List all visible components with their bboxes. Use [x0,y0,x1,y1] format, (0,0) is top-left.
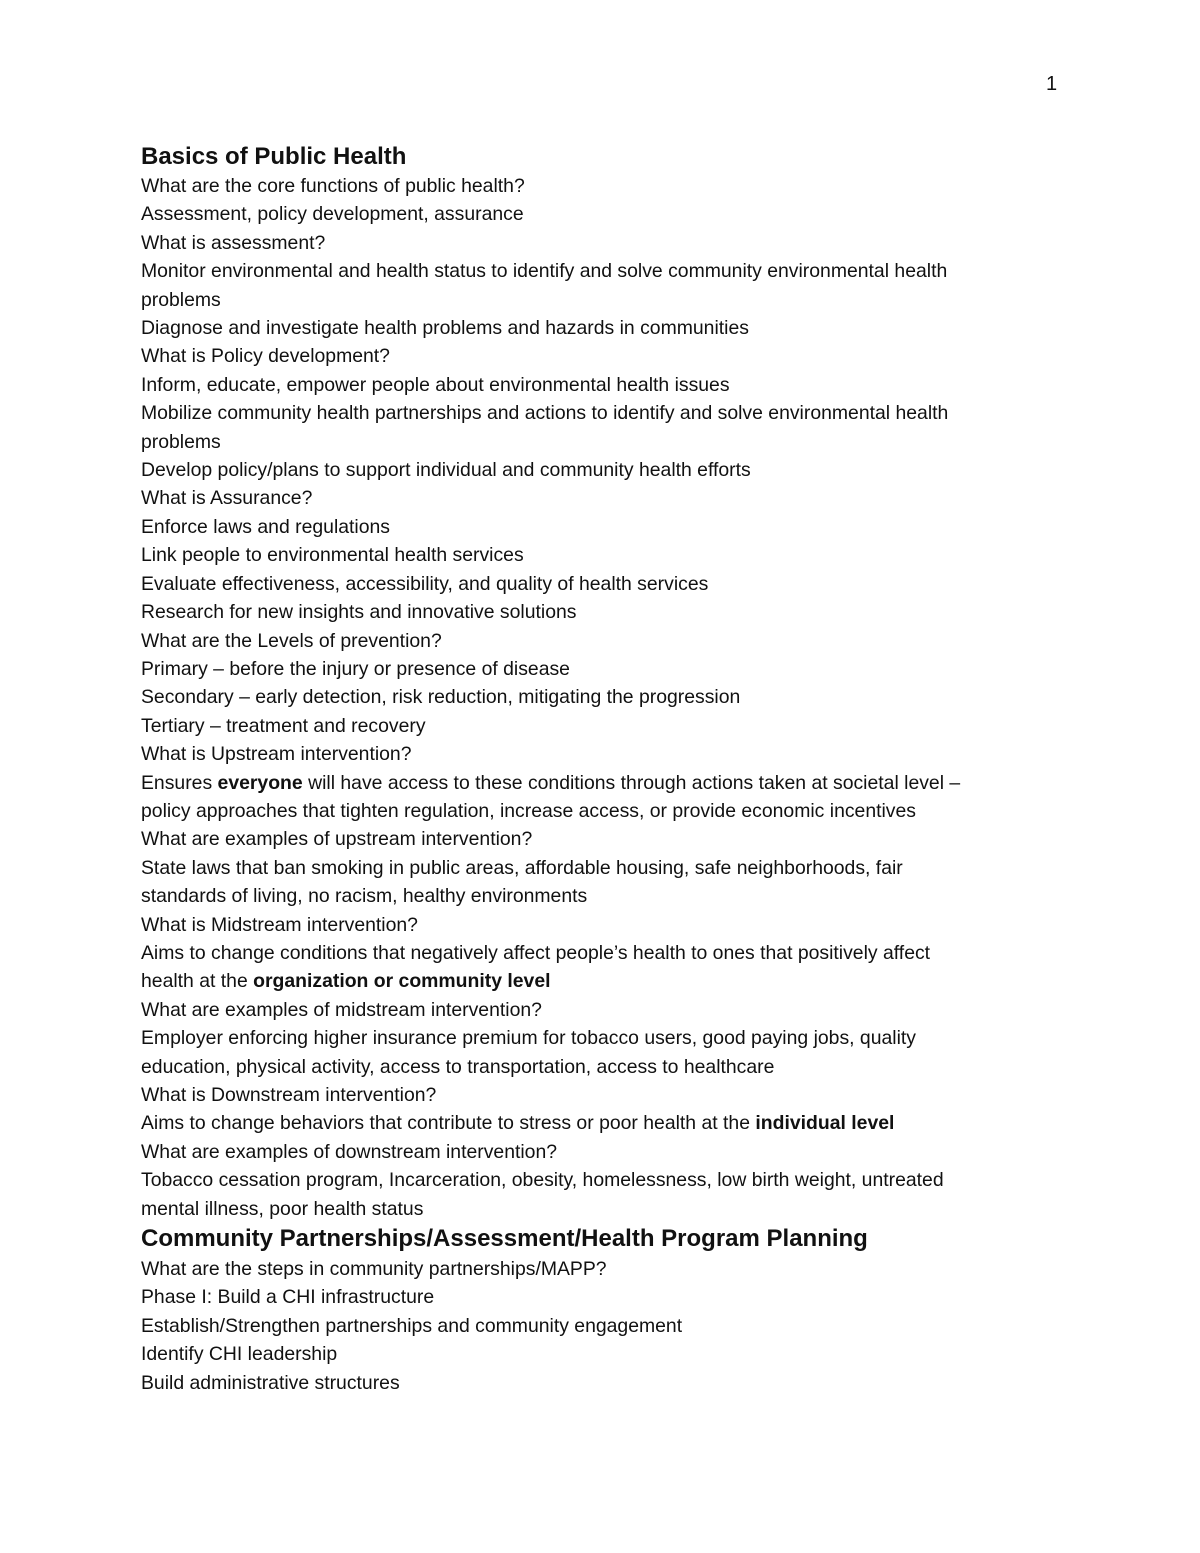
text-line: What are examples of upstream intervention? [141,828,533,851]
text-line: problems [141,288,221,311]
text-line: problems [141,430,221,453]
text-line: education, physical activity, access to transportation, access to healthcare [141,1055,775,1078]
text-line: Monitor environmental and health status to identify and solve community environmental health [141,260,948,283]
text-line: Tertiary – treatment and recovery [141,714,426,737]
text-line: What is Policy development? [141,345,390,368]
text-line: Research for new insights and innovative solutions [141,601,577,624]
section-heading: Community Partnerships/Assessment/Health Program Planning [141,1225,868,1253]
page-number: 1 [1046,73,1058,95]
text-line: Diagnose and investigate health problems and hazards in communities [141,317,749,340]
emphasis-text: everyone [217,771,303,794]
text-line: Mobilize community health partnerships and actions to identify and solve environmental health [141,402,949,425]
text-line [141,967,1071,995]
text-line: Link people to environmental health services [141,544,524,567]
text-line: Identify CHI leadership [141,1343,338,1366]
text-line: Aims to change conditions that negatively affect people’s health to ones that positively affect [141,941,931,964]
text-line [141,1109,1071,1137]
text-run: Ensures [141,771,218,794]
text-line: What is Upstream intervention? [141,743,412,766]
text-run: Aims to change behaviors that contribute to stress or poor health at the [141,1112,756,1135]
text-line: Enforce laws and regulations [141,515,390,538]
text-line: Develop policy/plans to support individual and community health efforts [141,459,751,482]
text-line: What is assessment? [141,231,326,254]
text-line [141,769,1071,797]
text-line: mental illness, poor health status [141,1197,424,1220]
text-line: What are the core functions of public health? [141,175,525,197]
text-line: Assessment, policy development, assurance [141,203,524,226]
text-line: Primary – before the injury or presence of disease [141,657,570,680]
text-line: Establish/Strengthen partnerships and community engagement [141,1314,683,1337]
text-line: What is Assurance? [141,487,313,510]
document-body [141,142,1071,1397]
text-line: policy approaches that tighten regulation, increase access, or provide economic incentives [141,799,916,822]
text-line: State laws that ban smoking in public areas, affordable housing, safe neighborhoods, fair [141,856,903,879]
text-run: health at the [141,970,254,993]
text-line: What are the steps in community partnerships/MAPP? [141,1258,607,1281]
section-heading: Basics of Public Health [141,143,407,170]
text-line: Tobacco cessation program, Incarceration, obesity, homelessness, low birth weight, untreated [141,1169,944,1192]
text-line: What is Midstream intervention? [141,913,418,936]
text-line: What are examples of downstream intervention? [141,1140,558,1163]
text-line: What are the Levels of prevention? [141,629,442,652]
text-line: standards of living, no racism, healthy environments [141,885,588,908]
text-line: Phase I: Build a CHI infrastructure [141,1286,435,1309]
text-line: Build administrative structures [141,1371,400,1394]
emphasis-text: organization or community level [253,970,551,993]
text-line: What is Downstream intervention? [141,1084,437,1106]
emphasis-text: individual level [755,1112,895,1135]
text-run: will have access to these conditions through actions taken at societal level – [302,771,961,794]
text-line: Secondary – early detection, risk reduction, mitigating the progression [141,686,741,709]
text-line: Evaluate effectiveness, accessibility, and quality of health services [141,572,709,595]
text-line: Employer enforcing higher insurance premium for tobacco users, good paying jobs, quality [141,1027,916,1050]
text-line: What are examples of midstream intervention? [141,998,542,1021]
text-line: Inform, educate, empower people about environmental health issues [141,373,730,396]
